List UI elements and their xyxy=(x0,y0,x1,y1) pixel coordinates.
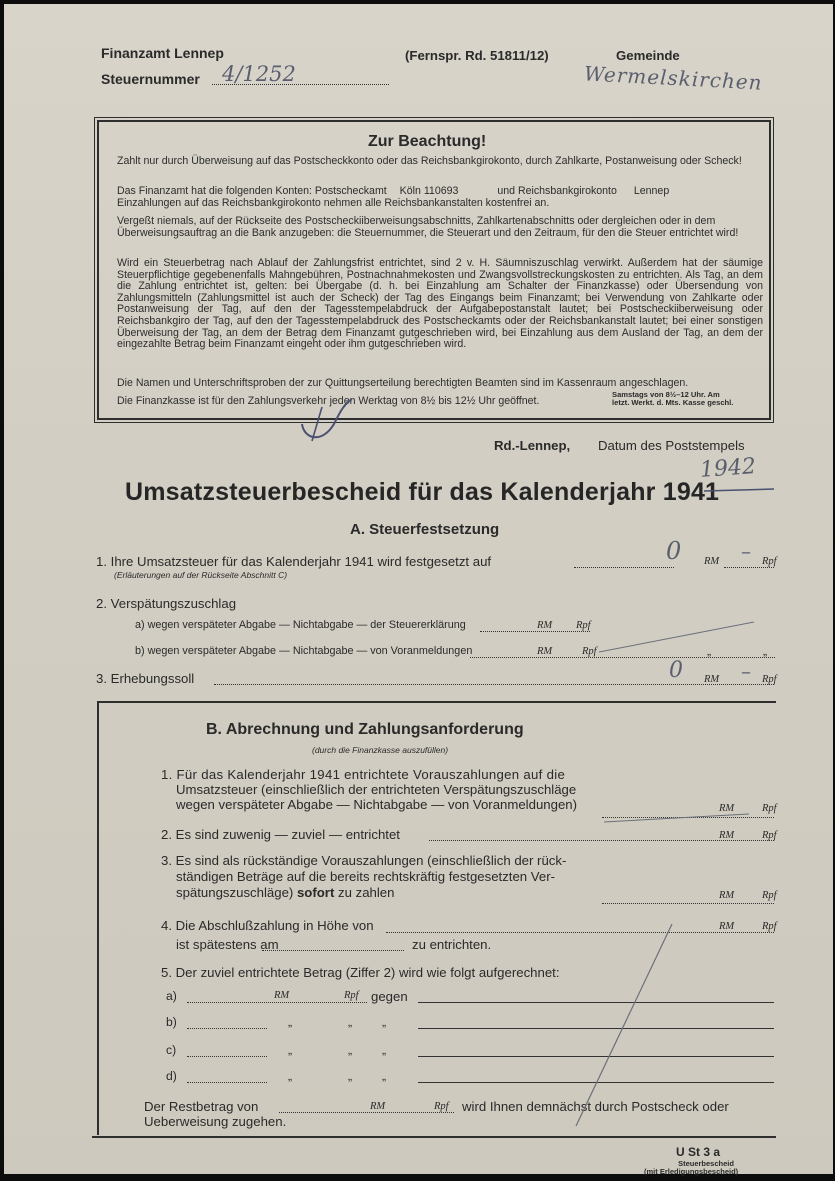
b-item3-line3-a: spätungszuschläge) xyxy=(176,885,294,900)
handwritten-year: 1942 xyxy=(699,454,757,483)
notice-paragraph-reference: Vergeßt niemals, auf der Rückseite des Postscheckiiberweisungsabschnitts, Zahlkartenabschnitts oder dergleichen oder in dem Überweisungsauftrag an die Bank anzugeben: die Steuernummer, die Steuerart und den Zeitraum, für den die Steuer entrichtet wird! xyxy=(117,215,739,239)
a-item1-note: (Erläuterungen auf der Rückseite Abschnitt C) xyxy=(114,570,288,580)
section-b-heading: B. Abrechnung und Zahlungsanforderung xyxy=(206,721,524,738)
a-item3-text: 3. Erhebungssoll xyxy=(96,671,195,686)
b-item1-rm: RM xyxy=(719,803,735,814)
accounts-label: Das Finanzamt hat die folgenden Konten: Postscheckamt xyxy=(117,185,387,197)
a-item1-rpf-value: – xyxy=(741,539,751,563)
notice-title: Zur Beachtung! xyxy=(368,133,487,150)
b-row-c-ditto1: „ xyxy=(288,1043,293,1057)
phone-number: (Fernspr. Rd. 51811/12) xyxy=(405,48,549,63)
saturday-hours-line2: letzt. Werkt. d. Mts. Kasse geschl. xyxy=(612,398,734,408)
a-item1-rm: RM xyxy=(704,556,720,567)
form-code: U St 3 a xyxy=(676,1145,721,1159)
a-item2b-ditto1: „ xyxy=(707,644,712,658)
form-name: Steuerbescheid xyxy=(678,1159,734,1168)
a-item2a-rm: RM xyxy=(537,620,553,631)
notice-opening-hours: Die Finanzkasse ist für den Zahlungsverkehr jeden Werktag von 8½ bis 12½ Uhr geöffnet. xyxy=(117,395,540,407)
b-row-a-rpf: Rpf xyxy=(344,990,359,1001)
b-row-a-gegen: gegen xyxy=(371,989,408,1004)
b-item4-rpf: Rpf xyxy=(762,921,777,932)
b-item1-line2: Umsatzsteuer (einschließlich der entrichteten Verspätungszuschläge xyxy=(176,782,577,797)
a-item3-amount: 0 xyxy=(669,658,683,683)
a-item2b-rpf: Rpf xyxy=(582,646,597,657)
b-item3-sofort: sofort xyxy=(296,885,335,900)
a-item1-amount: 0 xyxy=(666,537,682,565)
b-row-d-label: d) xyxy=(166,1069,177,1083)
b-item3-line2: ständigen Beträge auf die bereits rechtskräftig festgesetzten Ver- xyxy=(176,869,555,884)
b-item4-line2b: zu entrichten. xyxy=(412,937,492,952)
a-item2b-text: b) wegen verspäteter Abgabe — Nichtabgabe — von Voranmeldungen xyxy=(135,645,473,657)
document-title: Umsatzsteuerbescheid für das Kalenderjahr 1941 xyxy=(125,478,720,506)
b-item1-line1: 1. Für das Kalenderjahr 1941 entrichtete Vorauszahlungen auf die xyxy=(161,767,566,782)
municipality-label: Gemeinde xyxy=(616,48,680,63)
pencil-strike-b-diagonal xyxy=(576,924,672,1126)
b-row-b-ditto2: „ xyxy=(348,1015,353,1029)
tax-number-label: Steuernummer xyxy=(101,71,200,87)
notice-paragraph-payment: Zahlt nur durch Überweisung auf das Postscheckkonto oder das Reichsbankgirokonto, durch Zahlkarte, Postanweisung oder Scheck! xyxy=(117,155,742,167)
reichsbank-label: und Reichsbankgirokonto xyxy=(497,185,617,197)
municipality-handwritten: Wermelskirchen xyxy=(583,61,764,95)
a-item1-rpf: Rpf xyxy=(762,556,777,567)
a-item3-rm: RM xyxy=(704,674,720,685)
b-item3-line3-c: zu zahlen xyxy=(338,885,395,900)
tax-number-handwritten: 4/1252 xyxy=(222,62,296,86)
b-row-c-label: c) xyxy=(166,1043,177,1057)
b-item1-rpf: Rpf xyxy=(762,803,777,814)
notice-signatures: Die Namen und Unterschriftsproben der zur Quittungserteilung berechtigten Beamten sind im Kassenraum angeschlagen. xyxy=(117,377,689,389)
place-name: Rd.-Lennep, xyxy=(494,438,571,453)
b-rest-rpf: Rpf xyxy=(434,1101,449,1112)
reichsbank-place: Lennep xyxy=(633,185,670,197)
b-item2-rpf: Rpf xyxy=(762,830,777,841)
ink-check-mark xyxy=(302,399,352,437)
a-item2b-rm: RM xyxy=(537,646,553,657)
b-rest-text-b: wird Ihnen demnächst durch Postscheck oder xyxy=(462,1099,729,1114)
b-row-b-ditto3: „ xyxy=(382,1015,387,1029)
section-b-subheading: (durch die Finanzkasse auszufüllen) xyxy=(312,745,449,755)
a-item2a-rpf: Rpf xyxy=(576,620,591,631)
b-rest-rm: RM xyxy=(370,1101,386,1112)
a-item2-text: 2. Verspätungszuschlag xyxy=(96,596,237,611)
b-item4-rm: RM xyxy=(719,921,735,932)
b-row-a-rm: RM xyxy=(274,990,290,1001)
a-item2b-ditto2: „ xyxy=(763,644,768,658)
pencil-strike-a2 xyxy=(599,622,754,652)
notice-paragraph-late-payment: Wird ein Steuerbetrag nach Ablauf der Zahlungsfrist entrichtet, sind 2 v. H. Säumniszuschlag verwirkt. Außerdem hat der säumige Steuerpflichtige gegebenenfalls Mahngebühren, Postnachnahmekosten und Zwangsvollstreckungskosten zu entrichten. Als Tag, an dem die Zahlung entrichtet ist, gelten: bei Übergabe (d. h. bei Einzahlung am Schalter der Finanzkasse) oder Übersendung von Zahlungsmitteln (Zahlungsmittel ist auch der Scheck) der Tag des Eingangs beim Finanzamt; bei Verwendung von Zahlkarte oder Postanweisung der Tag, auf den der Tagesstempelabdruck der Aufgabepostanstalt lautet; bei Postscheckiiberweisung oder Reichsbankgiro der Tag, auf den der Tagesstempelabdruck des Postscheckamts oder der Reichsbankanstalt lautet; bei einer sonstigen Überweisung der Tag, an dem der Betrag dem Finanzamt gutgeschrieben wird, bei Einzahlung aus dem Ausland der Tag, an dem der eingezahlte Betrag beim Finanzamt eingeht oder ihm gutgeschrieben wird. xyxy=(117,257,763,351)
pencil-strike-b1 xyxy=(604,814,749,822)
b-row-b-ditto1: „ xyxy=(288,1015,293,1029)
postal-account: Köln 110693 xyxy=(399,185,459,197)
b-row-b-label: b) xyxy=(166,1015,177,1029)
notice-reichsbank-free: Einzahlungen auf das Reichsbankgirokonto nehmen alle Reichsbankanstalten kostenfrei an. xyxy=(117,197,550,209)
b-row-d-ditto3: „ xyxy=(382,1069,387,1083)
b-row-c-ditto3: „ xyxy=(382,1043,387,1057)
a-item2a-text: a) wegen verspäteter Abgabe — Nichtabgabe — der Steuererklärung xyxy=(135,619,466,631)
b-item3-rm: RM xyxy=(719,890,735,901)
date-label: Datum des Poststempels xyxy=(598,438,745,453)
b-item4-line1: 4. Die Abschlußzahlung in Höhe von xyxy=(161,918,374,933)
handwritten-strikes xyxy=(4,4,833,1174)
b-item2-text: 2. Es sind zuwenig — zuviel — entrichtet xyxy=(161,827,400,842)
section-a-heading: A. Steuerfestsetzung xyxy=(350,521,500,538)
a-item3-rpf: Rpf xyxy=(762,674,777,685)
form-subname: (mit Erledigungsbescheid) xyxy=(644,1167,739,1176)
saturday-hours-line1: Samstags von 8½–12 Uhr. Am xyxy=(612,390,720,399)
b-rest-text-a: Der Restbetrag von xyxy=(144,1099,259,1114)
b-row-d-ditto1: „ xyxy=(288,1069,293,1083)
ink-strike-year xyxy=(704,489,774,491)
b-item3-line1: 3. Es sind als rückständige Vorauszahlungen (einschließlich der rück- xyxy=(161,853,567,868)
tax-assessment-document xyxy=(4,4,833,1174)
b-item5-text: 5. Der zuviel entrichtete Betrag (Ziffer 2) wird wie folgt aufgerechnet: xyxy=(161,965,560,980)
b-row-d-ditto2: „ xyxy=(348,1069,353,1083)
b-item2-rm: RM xyxy=(719,830,735,841)
tax-office-name: Finanzamt Lennep xyxy=(101,45,224,61)
b-rest-line2: Ueberweisung zugehen. xyxy=(144,1114,287,1129)
b-row-c-ditto2: „ xyxy=(348,1043,353,1057)
b-row-a-label: a) xyxy=(166,989,177,1003)
b-item4-line2a: ist spätestens am xyxy=(176,937,279,952)
a-item3-rpf-value: – xyxy=(741,659,751,683)
a-item1-text: 1. Ihre Umsatzsteuer für das Kalenderjahr 1941 wird festgesetzt auf xyxy=(96,554,492,569)
b-item3-rpf: Rpf xyxy=(762,890,777,901)
b-item1-line3: wegen verspäteter Abgabe — Nichtabgabe — von Voranmeldungen) xyxy=(176,797,578,812)
